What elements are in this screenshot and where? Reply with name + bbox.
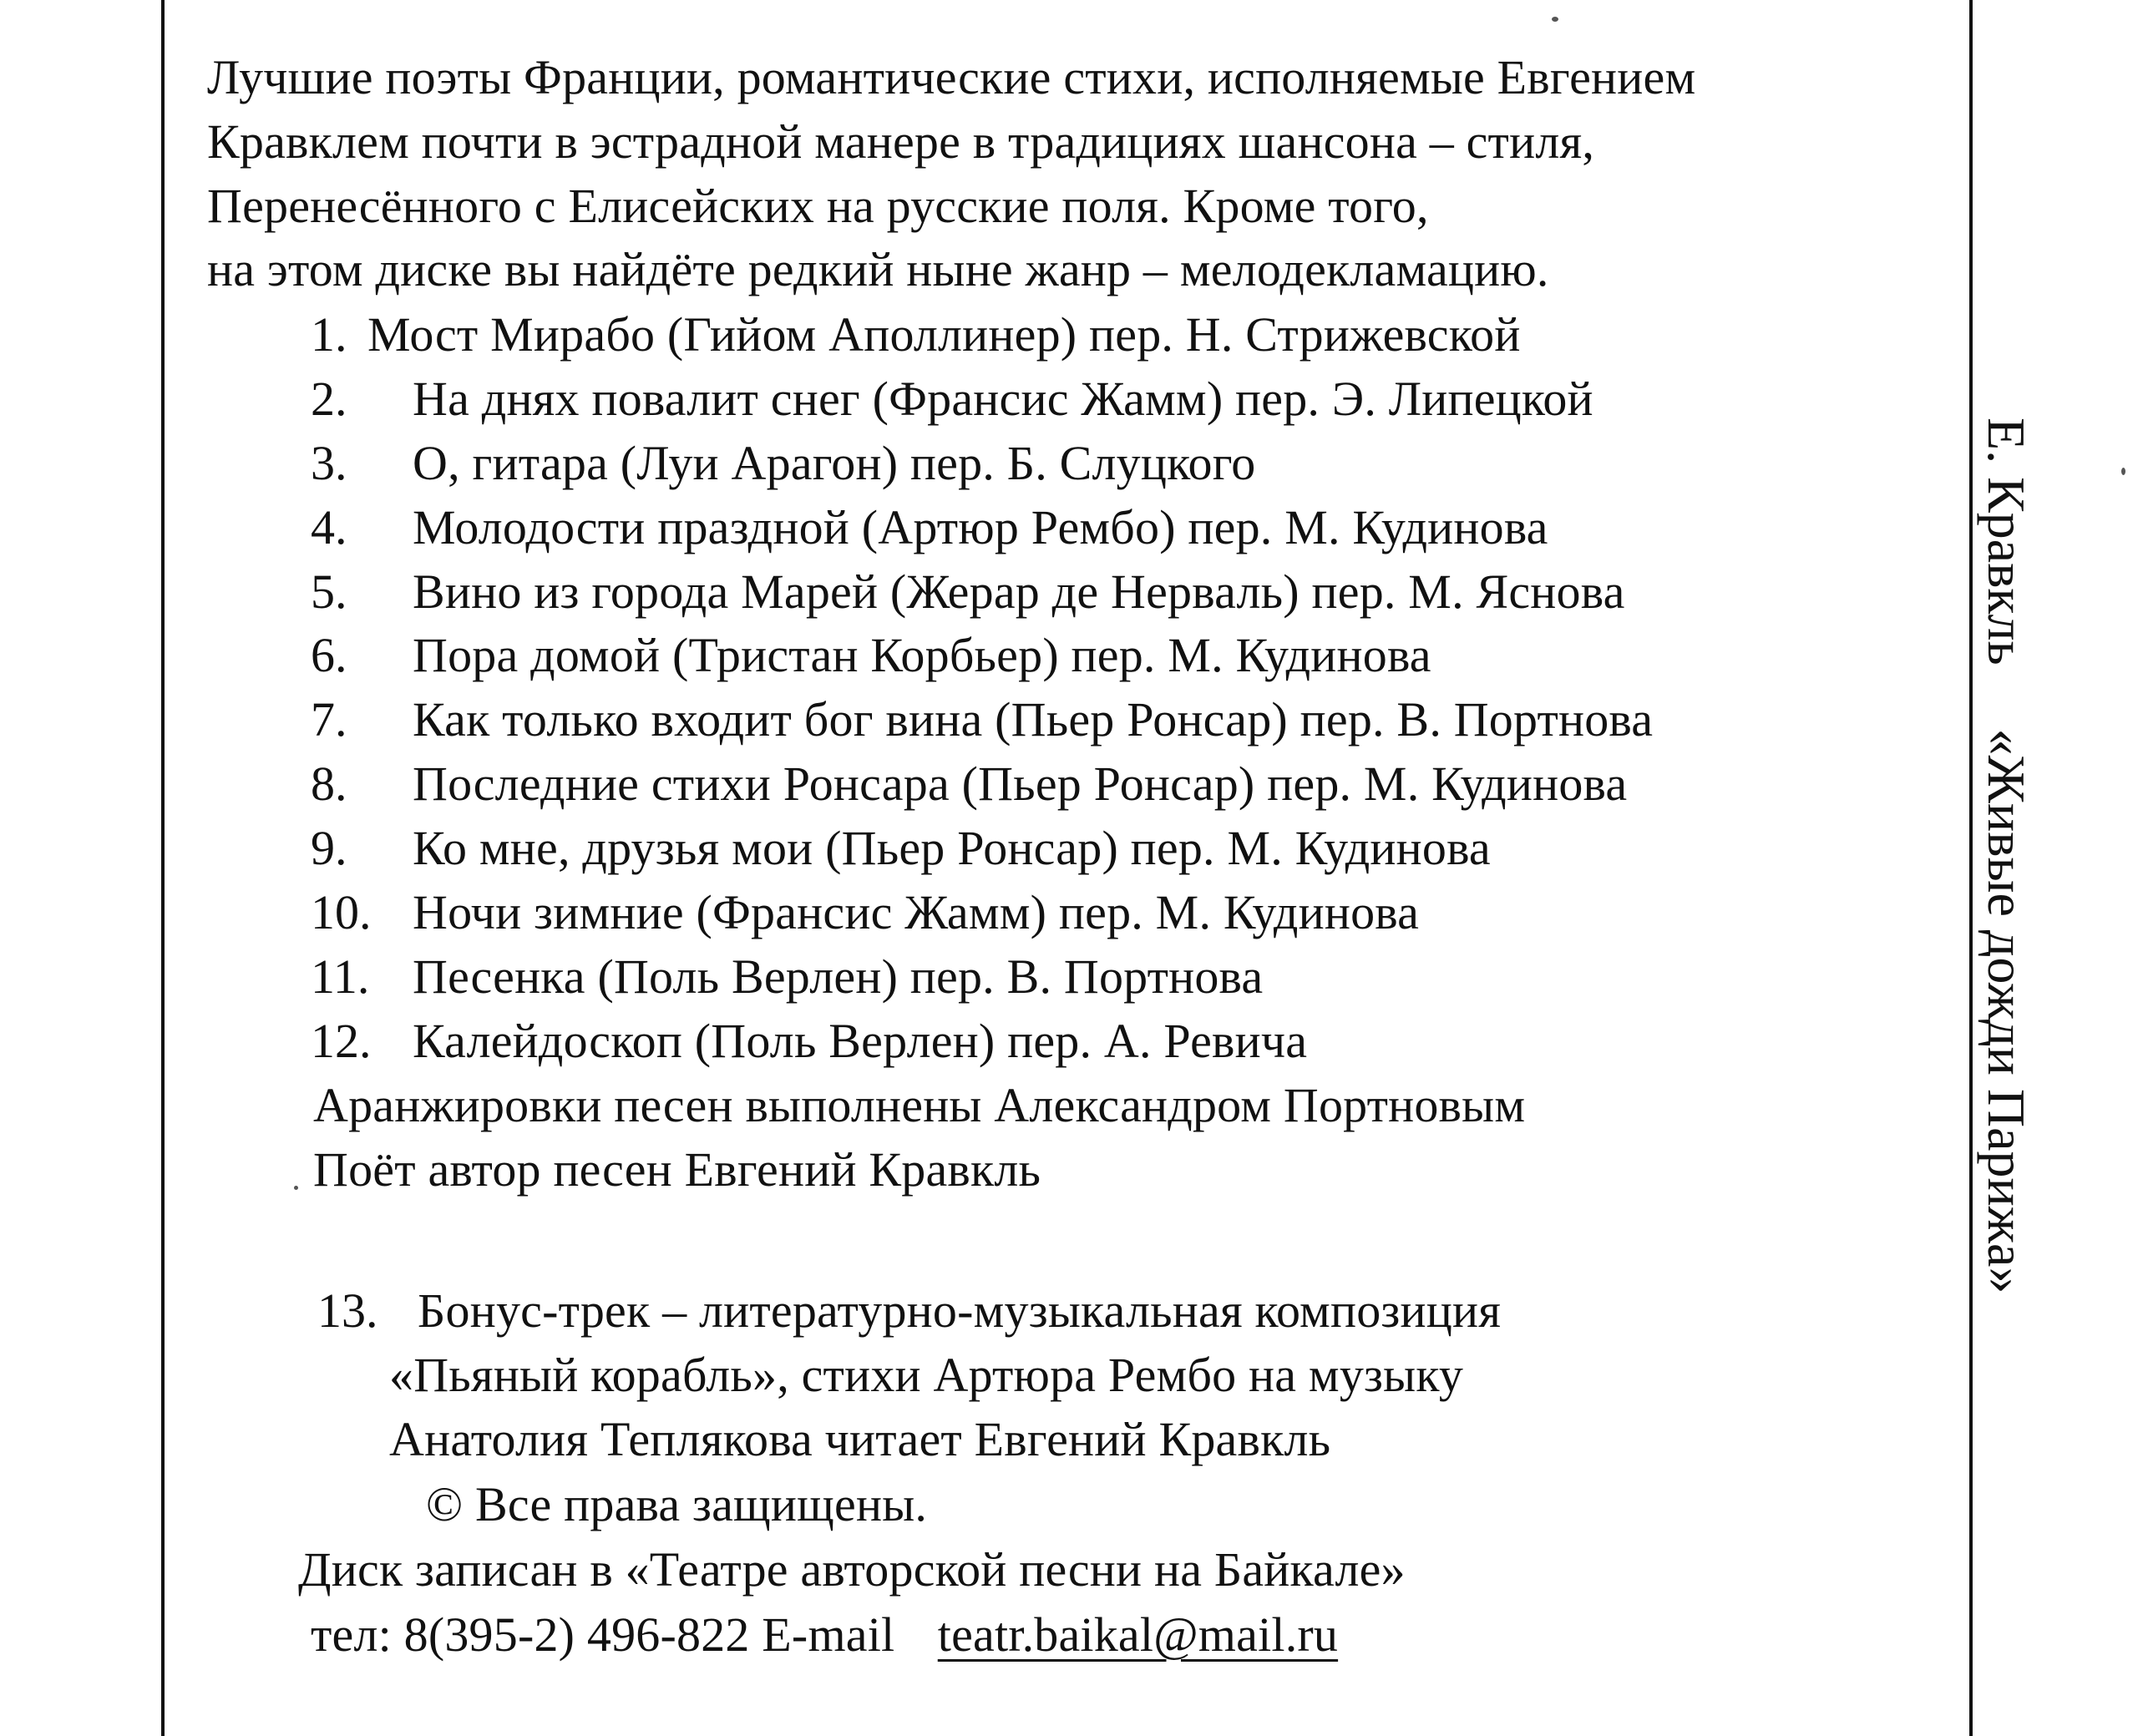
email-link[interactable]: teatr.baikal@mail.ru bbox=[937, 1607, 1339, 1662]
track-title: Молодости праздной (Артюр Рембо) пер. М. Кудинова bbox=[413, 500, 1548, 554]
track-number: 12. bbox=[311, 1014, 372, 1068]
track-number: 4. bbox=[311, 500, 347, 554]
track-title: О, гитара (Луи Арагон) пер. Б. Слуцкого bbox=[413, 436, 1256, 490]
bonus-track-line-1: Бонус-трек – литературно-музыкальная композиция bbox=[418, 1283, 1502, 1338]
right-border-line bbox=[1969, 0, 1973, 1736]
phone-label: тел: 8(395-2) 496-822 E-mail bbox=[311, 1607, 895, 1662]
track-number: 11. bbox=[311, 949, 370, 1004]
intro-line-1: Лучшие поэты Франции, романтические стихи, исполняемые Евгением bbox=[207, 50, 1696, 104]
track-title: Калейдоскоп (Поль Верлен) пер. А. Ревича bbox=[413, 1014, 1308, 1068]
track-title: Песенка (Поль Верлен) пер. В. Портнова bbox=[413, 949, 1264, 1004]
recording-studio: Диск записан в «Театре авторской песни на Байкале» bbox=[298, 1542, 1406, 1597]
track-number: 7. bbox=[311, 692, 347, 747]
contact-line bbox=[311, 1606, 1338, 1664]
intro-line-4: на этом диске вы найдёте редкий ныне жанр – мелодекламацию. bbox=[207, 242, 1549, 296]
bonus-track-line-2: «Пьяный корабль», стихи Артюра Рембо на музыку bbox=[389, 1348, 1464, 1402]
spine-album: «Живые дожди Парижа» bbox=[1977, 728, 2036, 1294]
track-number: 8. bbox=[311, 757, 347, 811]
track-title: Мост Мирабо (Гийом Аполлинер) пер. Н. Стрижевской bbox=[367, 307, 1521, 362]
track-title: На днях повалит снег (Франсис Жамм) пер. Э. Липецкой bbox=[413, 372, 1593, 426]
track-title: Ко мне, друзья мои (Пьер Ронсар) пер. М. Кудинова bbox=[413, 821, 1491, 875]
left-border-line bbox=[161, 0, 165, 1736]
track-number: 1. bbox=[311, 307, 347, 362]
track-title: Как только входит бог вина (Пьер Ронсар) пер. В. Портнова bbox=[413, 692, 1654, 747]
scan-speck bbox=[2121, 468, 2125, 475]
spine-text bbox=[1977, 418, 2035, 1344]
track-number: 10. bbox=[311, 885, 372, 939]
spine-artist: Е. Кравкль bbox=[1977, 418, 2036, 666]
track-number: 5. bbox=[311, 564, 347, 619]
track-title: Ночи зимние (Франсис Жамм) пер. М. Кудинова bbox=[413, 885, 1420, 939]
arrangements-credit: Аранжировки песен выполнены Александром Портновым bbox=[313, 1078, 1526, 1132]
intro-line-2: Кравклем почти в эстрадной манере в традициях шансона – стиля, bbox=[207, 114, 1595, 169]
bonus-track-line-3: Анатолия Теплякова читает Евгений Кравкль bbox=[389, 1412, 1331, 1466]
bonus-track-number: 13. bbox=[317, 1283, 378, 1338]
track-number: 9. bbox=[311, 821, 347, 875]
copyright-notice: © Все права защищены. bbox=[426, 1477, 928, 1531]
track-number: 2. bbox=[311, 372, 347, 426]
track-title: Последние стихи Ронсара (Пьер Ронсар) пер. М. Кудинова bbox=[413, 757, 1628, 811]
track-title: Вино из города Марей (Жерар де Нерваль) пер. М. Яснова bbox=[413, 564, 1625, 619]
track-title: Пора домой (Тристан Корбьер) пер. М. Кудинова bbox=[413, 628, 1431, 682]
scan-speck bbox=[1552, 17, 1558, 22]
track-number: 3. bbox=[311, 436, 347, 490]
intro-line-3: Перенесённого с Елисейских на русские поля. Кроме того, bbox=[207, 179, 1429, 233]
singer-credit: Поёт автор песен Евгений Кравкль bbox=[313, 1142, 1041, 1197]
scan-speck bbox=[294, 1186, 298, 1190]
track-number: 6. bbox=[311, 628, 347, 682]
